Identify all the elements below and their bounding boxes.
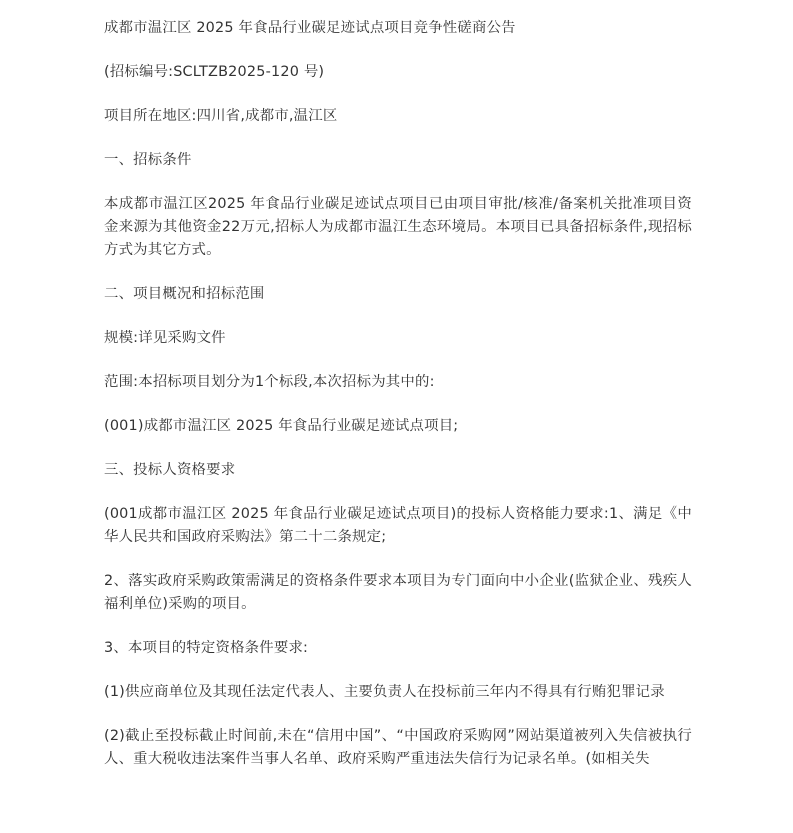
section-heading-bidder-qualifications: 三、投标人资格要求 <box>104 462 236 478</box>
section-heading-bidding-conditions: 一、招标条件 <box>104 152 192 168</box>
lot-001: (001)成都市温江区 2025 年食品行业碳足迹试点项目; <box>104 418 459 434</box>
announcement-document <box>104 17 692 792</box>
section-heading-project-overview: 二、项目概况和招标范围 <box>104 286 265 302</box>
project-scale: 规模:详见采购文件 <box>104 330 226 346</box>
qualification-3-heading: 3、本项目的特定资格条件要求: <box>104 640 309 656</box>
project-location: 项目所在地区:四川省,成都市,温江区 <box>104 108 338 124</box>
bid-number: (招标编号:SCLTZB2025-120 号) <box>104 64 325 80</box>
qualification-3-item-2: (2)截止至投标截止时间前,未在“信用中国”、“中国政府采购网”网站渠道被列入失信被执行人、重大税收违法案件当事人名单、政府采购严重违法失信行为记录名单。(如相关失 <box>104 728 692 767</box>
project-scope: 范围:本招标项目划分为1个标段,本次招标为其中的: <box>104 374 435 390</box>
qualification-1: (001成都市温江区 2025 年食品行业碳足迹试点项目)的投标人资格能力要求:1、满足《中华人民共和国政府采购法》第二十二条规定; <box>104 506 692 545</box>
bidding-conditions-text: 本成都市温江区2025 年食品行业碳足迹试点项目已由项目审批/核准/备案机关批准项目资金来源为其他资金22万元,招标人为成都市温江生态环境局。本项目已具备招标条件,现招标方式为其它方式。 <box>104 196 692 258</box>
qualification-2: 2、落实政府采购政策需满足的资格条件要求本项目为专门面向中小企业(监狱企业、残疾人福利单位)采购的项目。 <box>104 573 692 612</box>
document-title: 成都市温江区 2025 年食品行业碳足迹试点项目竞争性磋商公告 <box>104 20 516 36</box>
qualification-3-item-1: (1)供应商单位及其现任法定代表人、主要负责人在投标前三年内不得具有行贿犯罪记录 <box>104 684 665 700</box>
